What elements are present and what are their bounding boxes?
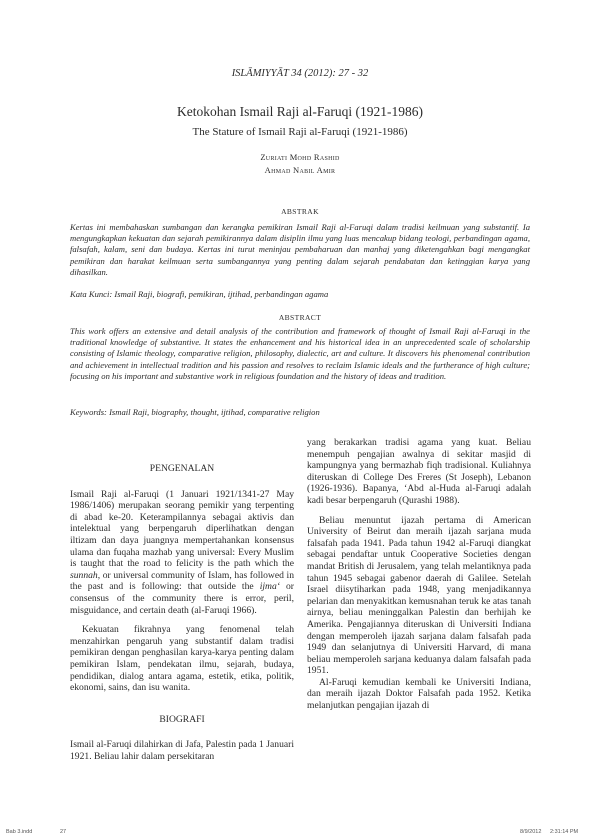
abstrak-heading: ABSTRAK [281,207,319,216]
footer-time: 2:31:14 PM [550,829,579,835]
footer-page: 27 [60,829,67,835]
right-column [307,437,531,712]
abstract-heading: ABSTRACT [278,313,322,322]
paper-subtitle: The Stature of Ismail Raji al-Faruqi (1921-1986) [192,126,408,138]
paragraph-tradisi: yang berakarkan tradisi agama yang kuat. Beliau menempuh pengajian awalnya di sekitar masjid di kampungnya yang bermazhab fiqh tradisional. Kuliahnya diteruskan di College Des Freres (St Joseph), Lebanon (1926-1936). Bapanya, ‘Abd al-Huda al-Faruqi adalah kadi besar berpengaruh (Qurashi 1988). [307,437,531,506]
section-heading-biografi: BIOGRAFI [159,713,205,725]
kata-kunci: Kata Kunci: Ismail Raji, biografi, pemikiran, ijtihad, perbandingan agama [70,289,329,299]
paragraph-fikrah: Kekuatan fikrahnya yang fenomenal telah menzahirkan pengaruh yang substantif dalam tradisi pemikiran dengan penghasilan karya-karya penting dalam pemikiran Islam, pendekatan ilmu, sejarah, budaya, pendidikan, dialog antara agama, estetik, etika, politik, ekonomi, sains, dan isu wanita. [70,624,294,694]
abstract-text: This work offers an extensive and detail analysis of the contribution and framework of thought of Ismail Raji al-Faruqi in the traditional knowledge of substantive. It states the enhancement and his historical idea in an unprecedented scale of scholarship consisting of Islamic theology, comparative religion, philosophy, dialectic, art and culture. It discovers his phenomenal contribution and achievement in intellectual tradition and his passion and resolves to reclaim Islamic ideals and the furtherance of high culture; focusing on his important and substantive work in religious foundation and the history of ideas and tradition. [70,326,530,381]
keywords: Keywords: Ismail Raji, biography, thought, ijtihad, comparative religion [70,407,320,417]
author-1: Zuriati Mohd Rashid [260,152,340,162]
paragraph-ijazah: Beliau menuntut ijazah pertama di American University of Beirut dan meraih ijazah sarjana muda falsafah pada 1941. Pada tahun 1942 al-Faruqi diangkat sebagai pendaftar untuk Cooperative Societies dengan mandat British di Jerusalem, yang telah melantiknya pada tahun 1945 sebagai gabenor daerah di Galilee. Setelah Israel diisytiharkan pada 1948, yang menjadikannya pelarian dan menyakitkan kemusnahan teruk ke atas tanah airnya, beliau meninggalkan Palestin dan berhijah ke Amerika. Pengajiannya diteruskan di Universiti Indiana dengan memperoleh ijazah sarjana dalam falsafah pada 1949 dan selanjutnya di Universiti Harvard, di mana beliau memperoleh sarjana keduanya dalam falsafah pada 1951. [307,514,531,677]
paper-title: Ketokohan Ismail Raji al-Faruqi (1921-1986) [177,104,423,119]
footer-date: 8/9/2012 [520,829,542,835]
journal-citation: ISLĀMIYYĀT 34 (2012): 27 - 32 [231,68,369,79]
footer-filename: Bab 3.indd [6,829,33,835]
paragraph-indiana: Al-Faruqi kemudian kembali ke Universiti Indiana, dan meraih ijazah Doktor Falsafah pada 1952. Ketika melanjutkan pengajian ijazah di [307,676,531,712]
abstrak-text: Kertas ini membahaskan sumbangan dan kerangka pemikiran Ismail Raji al-Faruqi dalam tradisi keilmuan yang substantif. Ia mengungkapkan kekuatan dan sejarah pemikirannya dalam disiplin ilmu yang luas mencakup bidang teologi, perbandingan agama, falsafah, kalam, seni dan budaya. Kertas ini turut meninjau pembaharuan dan manhaj yang diketengahkan bagi mengangkat pemikiran dan harakat keilmuan serta sumbangannya yang penting dalam sejarah pendabatan dan ketinggian karya yang dihasilkan. [70,222,530,277]
paragraph-biografi: Ismail al-Faruqi dilahirkan di Jafa, Palestin pada 1 Januari 1921. Beliau lahir dalam persekitaran [70,739,294,762]
section-heading-pengenalan: PENGENALAN [149,463,215,474]
left-column [70,463,294,762]
paragraph-intro: Ismail Raji al-Faruqi (1 Januari 1921/1341-27 May 1986/1406) merupakan seorang pemikir yang terpenting di abad ke-20. Keterampilannya sebagai aktivis dan intelektual yang berpengaruh diperlihatkan dengan iltizam dan daya juangnya mempertahankan konsensus ulama dan fuqaha mazhab yang universal: Every Muslim is taught that the road to felicity is the path which the sunnah, or universal community of Islam, has followed in the past and is following: that outside the ijma‘ or consensus of the community there is error, peril, misguidance, and certain death (al-Faruqi 1966). [70,488,295,616]
author-2: Ahmad Nabil Amir [264,165,336,175]
